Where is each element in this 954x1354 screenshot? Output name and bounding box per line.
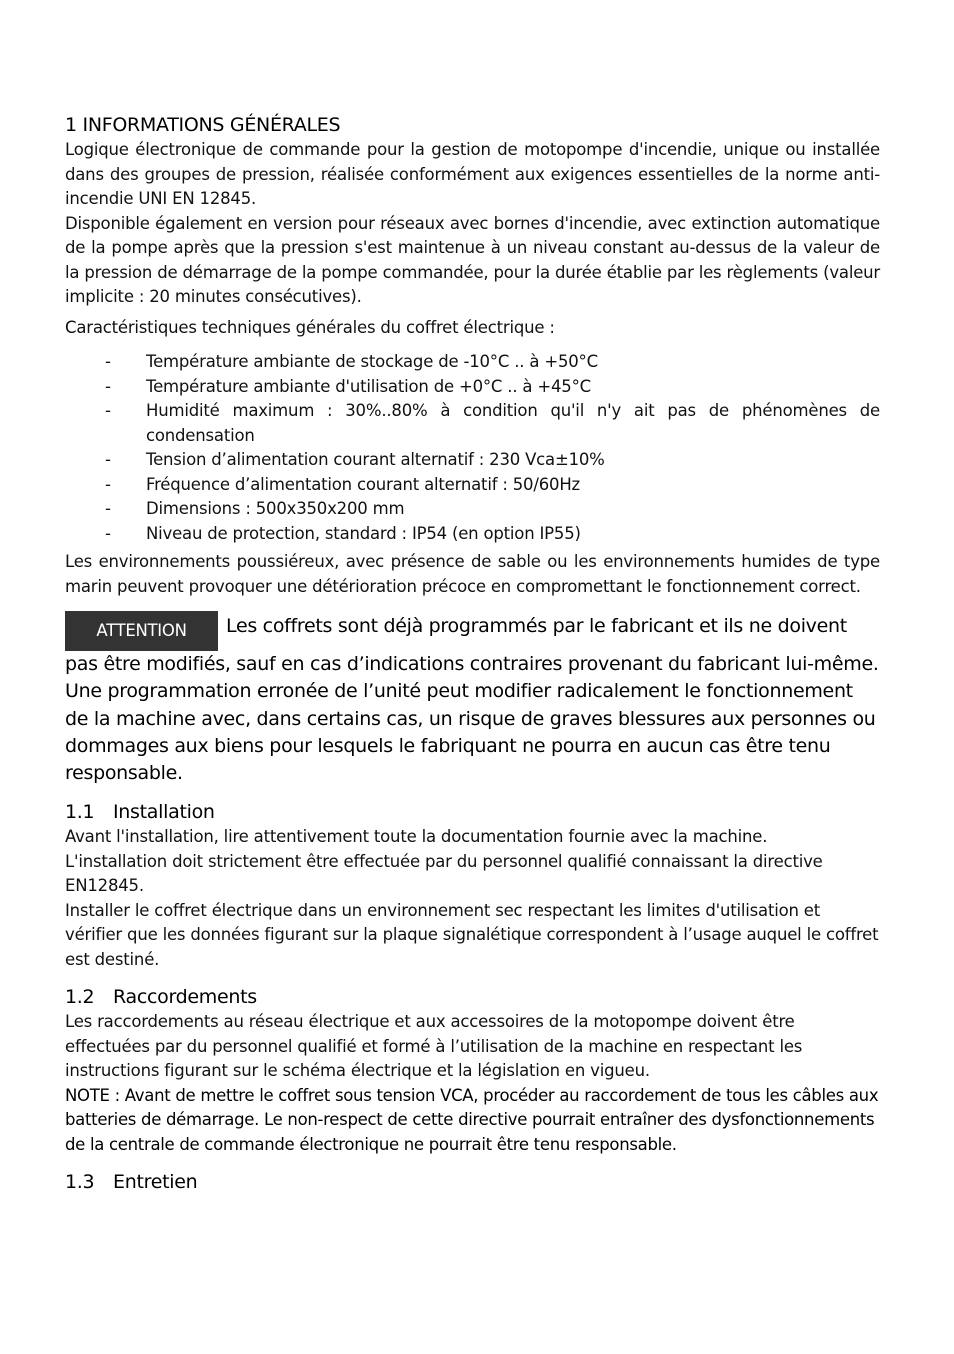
spec-item: - Niveau de protection, standard : IP54 (en option IP55) bbox=[105, 523, 581, 543]
section-1-paragraph-4: Les environnements poussiéreux, avec présence de sable ou les environnements humides de type marin peuvent provoquer une détérioration précoce en compromettant le fonctionnement correct. bbox=[65, 552, 880, 596]
section-1-paragraph-1: Logique électronique de commande pour la gestion de motopompe d'incendie, unique ou installée dans des groupes de pression, réalisée conformément aux exigences essentielles de la norme anti-incendie UNI EN 12845. bbox=[65, 140, 880, 208]
section-1-heading: 1 INFORMATIONS GÉNÉRALES bbox=[65, 114, 341, 136]
warning-block bbox=[65, 613, 880, 787]
attention-badge: ATTENTION bbox=[65, 611, 218, 651]
specs-list bbox=[65, 350, 880, 546]
spec-item: - Fréquence d’alimentation courant alternatif : 50/60Hz bbox=[105, 474, 580, 494]
spec-item: - Dimensions : 500x350x200 mm bbox=[105, 499, 405, 518]
raccordements-paragraph: Les raccordements au réseau électrique et aux accessoires de la motopompe doivent être effectuées par du personnel qualifié et formé à l’utilisation de la machine en respectant les instructions figurant sur le schéma électrique et la législation en vigueu. bbox=[65, 1012, 803, 1081]
warning-text: Les coffrets sont déjà programmés par le fabricant et ils ne doivent pas être modifiés, sauf en cas d’indications contraires provenant du fabricant lui-même. Une programmation erronée de l’unité peut modifier radicalement le fonctionnement de la machine avec, dans certains cas, un risque de graves blessures aux personnes ou dommages aux biens pour lesquels le fabriquant ne pourra en aucun cas être tenu responsable. bbox=[65, 615, 879, 785]
spec-item: - Température ambiante d'utilisation de +0°C .. à +45°C bbox=[105, 376, 591, 396]
section-1-3-heading: 1.3 Entretien bbox=[65, 1171, 198, 1194]
section-1-2-heading: 1.2 Raccordements bbox=[65, 986, 257, 1009]
installation-paragraph-2: L'installation doit strictement être effectuée par du personnel qualifié connaissant la directive EN12845. bbox=[65, 851, 823, 896]
section-1-1-heading: 1.1 Installation bbox=[65, 801, 215, 824]
section-1-specs-intro: Caractéristiques techniques générales du coffret électrique : bbox=[65, 317, 555, 337]
spec-item: - Tension d’alimentation courant alternatif : 230 Vca±10% bbox=[105, 450, 605, 469]
document-page bbox=[65, 112, 880, 1195]
spec-item: - Température ambiante de stockage de -10°C .. à +50°C bbox=[105, 352, 598, 371]
installation-paragraph-1: Avant l'installation, lire attentivement toute la documentation fournie avec la machine. bbox=[65, 827, 768, 847]
installation-paragraph-3: Installer le coffret électrique dans un environnement sec respectant les limites d'utilisation et vérifier que les données figurant sur la plaque signalétique correspondent à l’usage auquel le coffret est destiné. bbox=[65, 900, 879, 969]
raccordements-note: NOTE : Avant de mettre le coffret sous tension VCA, procéder au raccordement de tous les câbles aux batteries de démarrage. Le non-respect de cette directive pourrait entraîner des dysfonctionnements de la centrale de commande électronique ne pourrait être tenu responsable. bbox=[65, 1085, 879, 1154]
section-1-paragraph-2: Disponible également en version pour réseaux avec bornes d'incendie, avec extinction automatique de la pompe après que la pression s'est maintenue à un niveau constant au-dessus de la valeur de la pression de démarrage de la pompe commandée, pour la durée établie par les règlements (valeur implicite : 20 minutes consécutives). bbox=[65, 213, 880, 306]
spec-item: - Humidité maximum : 30%..80% à condition qu'il n'y ait pas de phénomènes de condensation bbox=[105, 401, 880, 445]
